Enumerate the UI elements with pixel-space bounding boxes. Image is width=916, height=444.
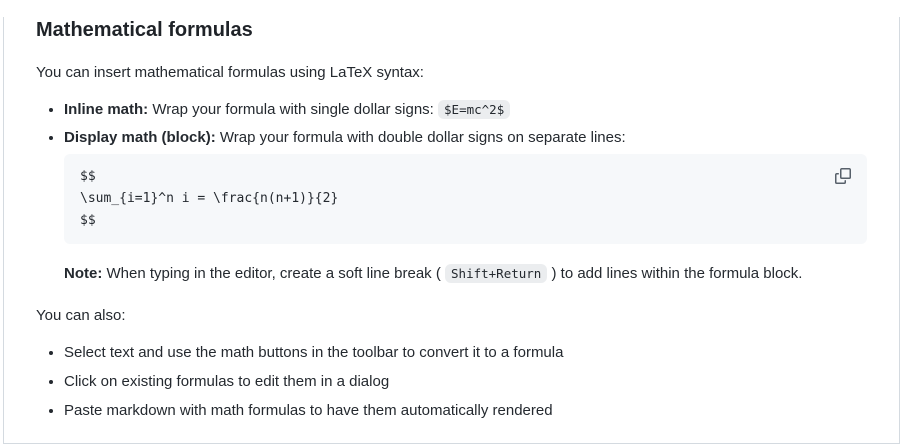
formula-types-list: [36, 98, 867, 286]
note-text-before: When typing in the editor, create a soft line break (: [102, 265, 446, 282]
code-block-content: [80, 166, 851, 232]
copy-button[interactable]: [831, 164, 855, 188]
code-line: \sum_{i=1}^n i = \frac{n(n+1)}{2}: [80, 191, 339, 206]
note-label: Note:: [64, 265, 103, 282]
page-title: Mathematical formulas: [36, 19, 253, 41]
shortcut-code: Shift+Return: [445, 264, 547, 283]
list-item-display-math: [64, 126, 867, 286]
intro-paragraph: You can insert mathematical formulas using LaTeX syntax:: [36, 64, 424, 81]
inline-math-label: Inline math:: [64, 101, 149, 118]
code-line: $$: [80, 169, 96, 184]
code-block: [64, 154, 867, 244]
article-card: [3, 17, 900, 444]
display-math-text: Wrap your formula with double dollar signs on separate lines:: [215, 129, 626, 146]
second-intro-paragraph: You can also:: [36, 307, 126, 324]
list-item: • Select text and use the math buttons in the toolbar to convert it to a formula: [64, 341, 867, 365]
display-math-label: Display math (block):: [64, 129, 216, 146]
note-text-after: ) to add lines within the formula block.: [547, 265, 803, 282]
code-line: $$: [80, 213, 96, 228]
note-paragraph: [64, 262, 867, 286]
inline-math-text: Wrap your formula with single dollar signs:: [148, 101, 439, 118]
copy-icon: [835, 168, 851, 184]
also-list: [36, 341, 867, 423]
inline-code-example: $E=mc^2$: [438, 100, 510, 119]
list-item-inline-math: [64, 98, 867, 122]
list-item: • Click on existing formulas to edit them in a dialog: [64, 370, 867, 394]
list-item: • Paste markdown with math formulas to have them automatically rendered: [64, 399, 867, 423]
